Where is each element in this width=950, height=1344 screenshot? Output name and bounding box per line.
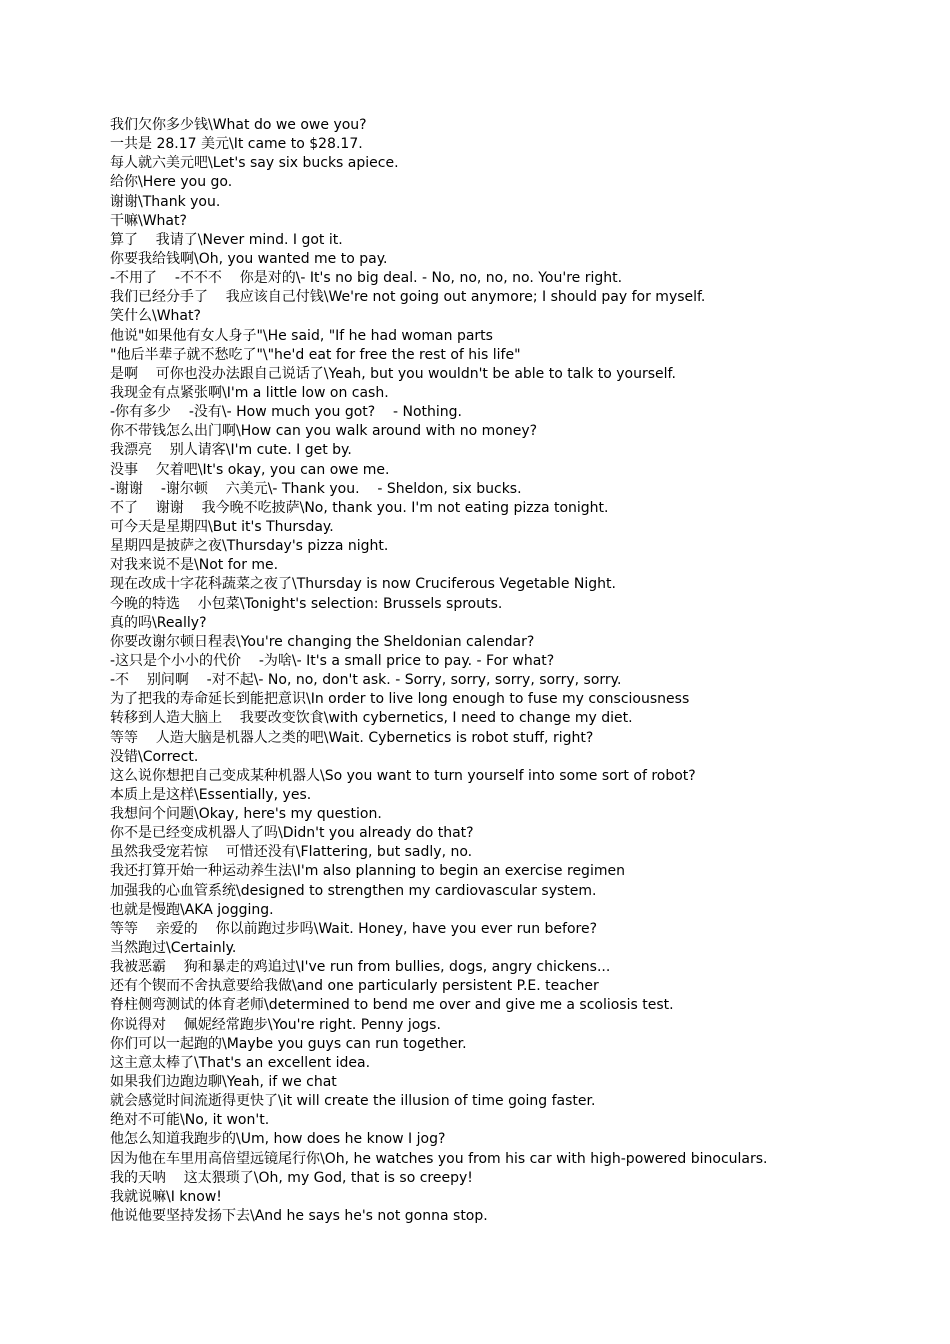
subtitle-line: 算了 我请了\Never mind. I got it.: [110, 231, 343, 248]
subtitle-line: 还有个锲而不舍执意要给我做\and one particularly persistent P.E. teacher: [110, 978, 599, 995]
subtitle-line: 给你\Here you go.: [110, 174, 233, 191]
subtitle-line: -这只是个小小的代价 -为啥\- It's a small price to pay. - For what?: [110, 652, 555, 669]
subtitle-line: 绝对不可能\No, it won't.: [110, 1112, 270, 1129]
subtitle-line: 他说"如果他有女人身子"\He said, "If he had woman parts: [110, 327, 493, 344]
subtitle-line: 不了 谢谢 我今晚不吃披萨\No, thank you. I'm not eating pizza tonight.: [110, 499, 609, 516]
subtitle-line: 你要我给钱啊\Oh, you wanted me to pay.: [110, 250, 388, 267]
subtitle-line: -不用了 -不不不 你是对的\- It's no big deal. - No, no, no, no. You're right.: [110, 270, 623, 287]
subtitle-line: 这么说你想把自己变成某种机器人\So you want to turn yourself into some sort of robot?: [110, 767, 696, 784]
subtitle-line: 谢谢\Thank you.: [110, 193, 221, 210]
subtitle-line: -你有多少 -没有\- How much you got? - Nothing.: [110, 404, 462, 421]
subtitle-line: 你们可以一起跑的\Maybe you guys can run together.: [110, 1035, 467, 1052]
subtitle-line: 真的吗\Really?: [110, 614, 207, 631]
subtitle-line: 等等 亲爱的 你以前跑过步吗\Wait. Honey, have you ever run before?: [110, 920, 598, 937]
subtitle-line: 现在改成十字花科蔬菜之夜了\Thursday is now Cruciferous Vegetable Night.: [110, 576, 616, 593]
subtitle-line: 也就是慢跑\AKA jogging.: [110, 901, 274, 918]
subtitle-line: 因为他在车里用高倍望远镜尾行你\Oh, he watches you from his car with high-powered binoculars.: [110, 1150, 768, 1167]
subtitle-line: 我们欠你多少钱\What do we owe you?: [110, 117, 367, 133]
subtitle-line: 这主意太棒了\That's an excellent idea.: [110, 1054, 371, 1071]
subtitle-line: 转移到人造大脑上 我要改变饮食\with cybernetics, I need to change my diet.: [110, 710, 633, 727]
subtitle-line: 我们已经分手了 我应该自己付钱\We're not going out anymore; I should pay for myself.: [110, 289, 706, 306]
subtitle-line-list: [110, 116, 910, 1226]
subtitle-line: 我的天呐 这太猥琐了\Oh, my God, that is so creepy!: [110, 1169, 473, 1186]
subtitle-line: 就会感觉时间流逝得更快了\it will create the illusion of time going faster.: [110, 1093, 596, 1110]
subtitle-line: 他怎么知道我跑步的\Um, how does he know I jog?: [110, 1131, 446, 1148]
subtitle-line: 你不带钱怎么出门啊\How can you walk around with no money?: [110, 423, 538, 440]
subtitle-line: 可今天是星期四\But it's Thursday.: [110, 518, 334, 535]
subtitle-line: 一共是 28.17 美元\It came to $28.17.: [110, 136, 363, 153]
subtitle-line: 本质上是这样\Essentially, yes.: [110, 786, 312, 803]
subtitle-line: 我想问个问题\Okay, here's my question.: [110, 806, 382, 823]
subtitle-line: -不 别问啊 -对不起\- No, no, don't ask. - Sorry, sorry, sorry, sorry, sorry.: [110, 672, 622, 689]
subtitle-line: -谢谢 -谢尔顿 六美元\- Thank you. - Sheldon, six bucks.: [110, 480, 522, 497]
subtitle-line: 为了把我的寿命延长到能把意识\In order to live long enough to fuse my consciousness: [110, 691, 690, 708]
subtitle-line: 没事 欠着吧\It's okay, you can owe me.: [110, 461, 390, 478]
subtitle-line: 没错\Correct.: [110, 748, 199, 765]
subtitle-line: 笑什么\What?: [110, 308, 201, 325]
subtitle-line: 你要改谢尔顿日程表\You're changing the Sheldonian calendar?: [110, 633, 535, 650]
subtitle-line: 当然跑过\Certainly.: [110, 940, 237, 957]
subtitle-line: 我漂亮 别人请客\I'm cute. I get by.: [110, 442, 352, 459]
subtitle-line: "他后半辈子就不愁吃了"\"he'd eat for free the rest of his life": [110, 346, 521, 363]
subtitle-line: 虽然我受宠若惊 可惜还没有\Flattering, but sadly, no.: [110, 844, 473, 861]
subtitle-line: 他说他要坚持发扬下去\And he says he's not gonna stop.: [110, 1208, 488, 1225]
subtitle-line: 我现金有点紧张啊\I'm a little low on cash.: [110, 384, 389, 401]
subtitle-line: 是啊 可你也没办法跟自己说话了\Yeah, but you wouldn't be able to talk to yourself.: [110, 365, 676, 382]
subtitle-line: 加强我的心血管系统\designed to strengthen my cardiovascular system.: [110, 882, 597, 899]
subtitle-line: 我被恶霸 狗和暴走的鸡追过\I've run from bullies, dogs, angry chickens...: [110, 959, 611, 976]
subtitle-line: 我就说嘛\I know!: [110, 1188, 222, 1205]
subtitle-line: 你说得对 佩妮经常跑步\You're right. Penny jogs.: [110, 1016, 441, 1033]
subtitle-line: 每人就六美元吧\Let's say six bucks apiece.: [110, 155, 399, 172]
subtitle-line: 星期四是披萨之夜\Thursday's pizza night.: [110, 538, 389, 555]
subtitle-line: 我还打算开始一种运动养生法\I'm also planning to begin an exercise regimen: [110, 863, 625, 880]
subtitle-line: 如果我们边跑边聊\Yeah, if we chat: [110, 1074, 337, 1091]
subtitle-line: 对我来说不是\Not for me.: [110, 557, 279, 574]
subtitle-line: 今晚的特选 小包菜\Tonight's selection: Brussels sprouts.: [110, 595, 503, 612]
subtitle-line: 干嘛\What?: [110, 212, 187, 229]
subtitle-line: 等等 人造大脑是机器人之类的吧\Wait. Cybernetics is robot stuff, right?: [110, 729, 594, 746]
subtitle-line: 你不是已经变成机器人了吗\Didn't you already do that?: [110, 825, 474, 842]
subtitle-line: 脊柱侧弯测试的体育老师\determined to bend me over and give me a scoliosis test.: [110, 997, 674, 1014]
